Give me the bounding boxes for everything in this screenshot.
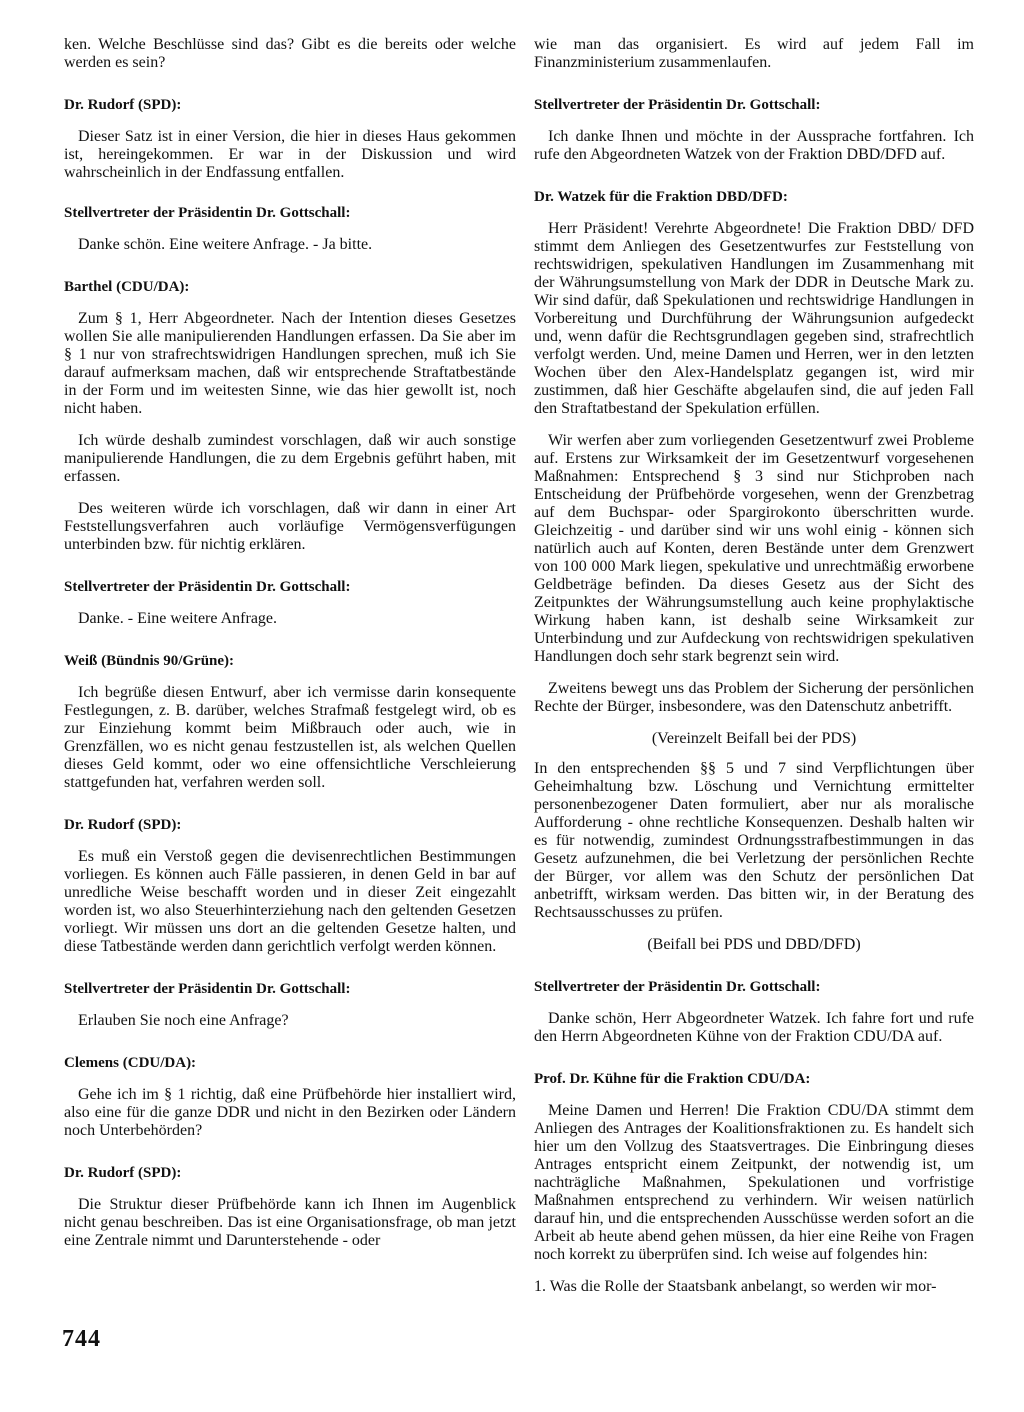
paragraph: Herr Präsident! Verehrte Abgeordnete! Die Fraktion DBD/ DFD stimmt dem Anliegen des Gesetzentwurfes zur Feststellung von rechtswidrigen, spekulativen Handlungen im Zusammenhang mit der Währungsumstellung von Mark der DDR in Deutsche Mark zu. Wir sind dafür, daß Spekulationen und rechtswidrige Handlungen in Vorbereitung und Durchführung der Währungsunion aufgedeckt und, wenn dafür die Rechtsgrundlagen gegeben sind, strafrechtlich verfolgt werden. Und, meine Damen und Herren, wer in den letzten Wochen über den Alex-Handelsplatz gegangen ist, wird mir zustimmen, daß hier Geschäfte abgelaufen sind, die auf jeden Fall den Straftatbestand der Spekulation erfüllen. (534, 220, 974, 417)
paragraph: Wir werfen aber zum vorliegenden Gesetzentwurf zwei Probleme auf. Erstens zur Wirksamkeit der im Gesetzentwurf vorgesehenen Maßnahmen: Entsprechend § 3 sind nur Stichproben nach Entscheidung der Prüfbehörde vorgesehen, wenn der Grenzbetrag auf dem Buchspar- oder Spargirokonto überschritten wurde. Gleichzeitig - und darüber sind wir uns wohl einig - können sich natürlich auch auf Konten, deren Bestände unter dem Grenzwert von 100 000 Mark liegen, spekulative und unrechtmäßig erworbene Geldbeträge befinden. Da dieses Gesetz aus der Sicht des Zeitpunktes der Währungsumstellung auch keine prophylaktische Wirkung haben kann, ist deshalb seine Wirksamkeit zur Unterbindung und zur Aufdeckung von rechtswidrigen spekulativen Handlungen doch sehr stark begrenzt sein wird. (534, 432, 974, 665)
paragraph: In den entsprechenden §§ 5 und 7 sind Verpflichtungen über Geheimhaltung bzw. Löschung und Vernichtung ermittelter personenbezogener Daten formuliert, aber nur als moralische Aufforderung - ohne rechtliche Konsequenzen. Deshalb halten wir es für notwendig, zumindest Ordnungsstrafbestimmungen in das Gesetz aufzunehmen, die bei Verletzung der persönlichen Rechte der Bürger, vor allem was den Schutz der persönlichen Dat anbetrifft, wirksam werden. Das bitten wir, in der Beratung des Rechtsausschusses zu prüfen. (534, 760, 974, 921)
applause-note: (Beifall bei PDS und DBD/DFD) (647, 936, 861, 953)
speaker-heading: Barthel (CDU/DA): (64, 279, 190, 295)
applause-note: (Vereinzelt Beifall bei der PDS) (651, 730, 857, 747)
list-item: 1. Was die Rolle der Staatsbank anbelangt, so werden wir mor- (534, 1278, 937, 1295)
left-column (64, 36, 516, 1250)
paragraph: Danke schön, Herr Abgeordneter Watzek. Ich fahre fort und rufe den Herrn Abgeordneten Kühne von der Fraktion CDU/DA auf. (534, 1010, 974, 1045)
speaker-heading: Clemens (CDU/DA): (64, 1055, 197, 1071)
paragraph: Ich würde deshalb zumindest vorschlagen, daß wir auch sonstige manipulierende Handlungen, die zu dem Ergebnis geführt haben, mit erfassen. (64, 432, 516, 485)
paragraph: Ich begrüße diesen Entwurf, aber ich vermisse darin konsequente Festlegungen, z. B. darüber, welches Strafmaß festgelegt wird, ob es zur Einziehung kommt beim Mißbrauch oder auch, wie in Grenzfällen, wo es nicht genau festzustellen ist, als welchen Quellen dieses Geld kommt, oder wo eine offensichtliche Verschleierung stattgefunden hat, verfahren werden soll. (64, 684, 516, 791)
speaker-heading: Dr. Rudorf (SPD): (64, 97, 182, 113)
speaker-heading: Stellvertreter der Präsidentin Dr. Gottschall: (64, 579, 351, 595)
speaker-heading: Stellvertreter der Präsidentin Dr. Gottschall: (64, 205, 351, 221)
speaker-heading: Prof. Dr. Kühne für die Fraktion CDU/DA: (534, 1071, 811, 1087)
paragraph: Erlauben Sie noch eine Anfrage? (78, 1012, 289, 1029)
speaker-heading: Dr. Watzek für die Fraktion DBD/DFD: (534, 189, 788, 205)
paragraph: Zweitens bewegt uns das Problem der Sicherung der persönlichen Rechte der Bürger, insbesondere, was den Datenschutz anbetrifft. (534, 680, 974, 715)
paragraph: Gehe ich im § 1 richtig, daß eine Prüfbehörde hier installiert wird, also eine für die ganze DDR und nicht in den Bezirken oder Ländern noch Unterbehörden? (64, 1086, 516, 1139)
speaker-heading: Dr. Rudorf (SPD): (64, 817, 182, 833)
paragraph: Dieser Satz ist in einer Version, die hier in dieses Haus gekommen ist, hereingekommen. Er war in der Diskussion und wird wahrscheinlich in der Endfassung entfallen. (64, 128, 516, 181)
page-number: 744 (62, 1326, 101, 1352)
paragraph: Es muß ein Verstoß gegen die devisenrechtlichen Bestimmungen vorliegen. Es können auch Fälle passieren, in denen Geld in bar auf unredliche Weise beschafft worden und in dieser Zeit eingezahlt worden ist, wo also Steuerhinterziehung nach den geltenden Gesetzen vorliegt. Wir müssen uns dort an die geltenden Gesetze halten, und diese Tatbestände werden dann gerichtlich verfolgt werden können. (64, 848, 516, 955)
paragraph: Danke. - Eine weitere Anfrage. (78, 610, 278, 627)
paragraph: Zum § 1, Herr Abgeordneter. Nach der Intention dieses Gesetzes wollen Sie alle manipulierenden Handlungen erfassen. Da Sie aber im § 1 nur von strafrechtswidrigen Handlungen sprechen, muß ich Sie darauf aufmerksam machen, daß wir entsprechende Straftatbestände in der Form und im weitesten Sinne, wie das hier gewollt ist, noch nicht haben. (64, 310, 516, 417)
right-column (534, 36, 974, 1296)
speaker-heading: Weiß (Bündnis 90/Grüne): (64, 653, 235, 669)
paragraph: Die Struktur dieser Prüfbehörde kann ich Ihnen im Augenblick nicht genau beschreiben. Das ist eine Organisationsfrage, ob man jetzt eine Zentrale nimmt und Darunterstehende - oder (64, 1196, 516, 1249)
speaker-heading: Dr. Rudorf (SPD): (64, 1165, 182, 1181)
paragraph: Meine Damen und Herren! Die Fraktion CDU/DA stimmt dem Anliegen des Antrages der Koalitionsfraktionen zu. Es handelt sich hier um den Vollzug des Staatsvertrages. Die Einbringung dieses Antrages entspricht einem Zeitpunkt, der notwendig ist, um nachträgliche Maßnahmen, Spekulationen und vorfristige Maßnahmen entsprechend zu verhindern. Wir weisen natürlich darauf hin, und die entsprechenden Ausschüsse werden sofort an die Arbeit ab heute abend gehen müssen, da hier eine Reihe von Fragen noch korrekt zu überprüfen sind. Ich weise auf folgendes hin: (534, 1102, 974, 1263)
paragraph: Ich danke Ihnen und möchte in der Aussprache fortfahren. Ich rufe den Abgeordneten Watzek von der Fraktion DBD/DFD auf. (534, 128, 974, 163)
speaker-heading: Stellvertreter der Präsidentin Dr. Gottschall: (534, 979, 821, 995)
paragraph: Des weiteren würde ich vorschlagen, daß wir dann in einer Art Feststellungsverfahren auch vorläufige Vermögensverfügungen unterbinden bzw. für nichtig erklären. (64, 500, 516, 553)
paragraph: Danke schön. Eine weitere Anfrage. - Ja bitte. (78, 236, 373, 253)
paragraph: wie man das organisiert. Es wird auf jedem Fall im Finanzministerium zusammenlaufen. (534, 36, 974, 71)
speaker-heading: Stellvertreter der Präsidentin Dr. Gottschall: (534, 97, 821, 113)
paragraph: ken. Welche Beschlüsse sind das? Gibt es die bereits oder welche werden es sein? (64, 36, 516, 71)
speaker-heading: Stellvertreter der Präsidentin Dr. Gottschall: (64, 981, 351, 997)
